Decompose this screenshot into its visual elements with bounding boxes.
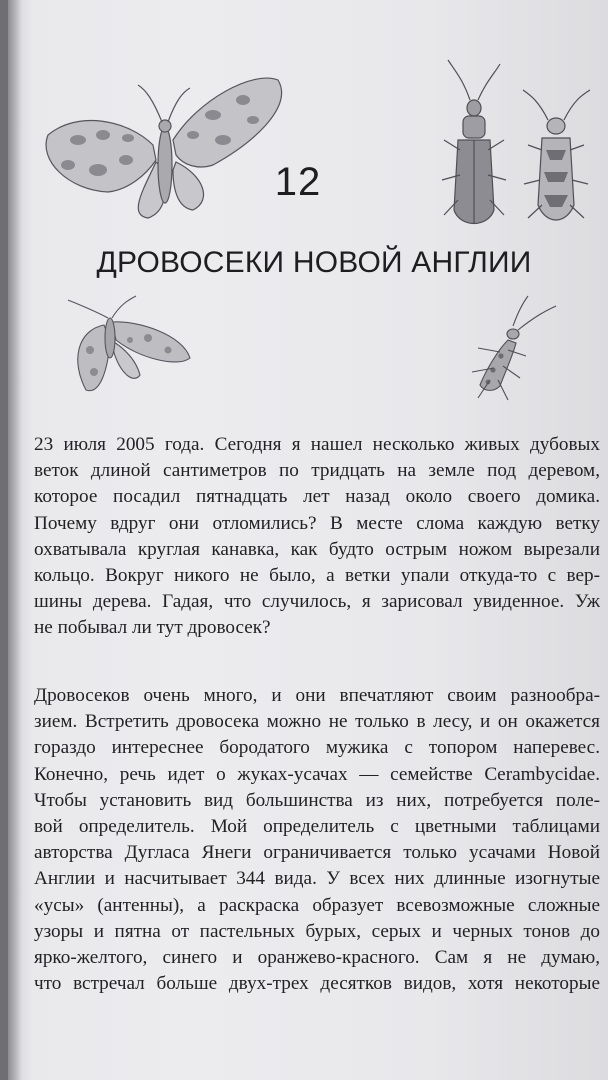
text-line: Англии и насчитывает 344 вида. У всех них длинные изогнутые	[34, 868, 600, 890]
text-line: которое посадил пятнадцать лет назад около своего домика.	[34, 486, 600, 508]
text-line: веток длиной сантиметров по тридцать на земле под деревом,	[34, 460, 600, 482]
text-line: зием. Встретить дровосека можно не только в лесу, и он окажется	[34, 711, 600, 733]
text-line: гораздо интереснее бородатого мужика с топором наперевес.	[34, 737, 600, 759]
book-page	[8, 0, 608, 1080]
text-line: не побывал ли тут дровосек?	[34, 617, 271, 639]
text-line: что встречал больше двух-трех десятков видов, хотя некоторые	[34, 973, 600, 995]
text-line: 23 июля 2005 года. Сегодня я нашел несколько живых дубовых	[34, 434, 600, 455]
text-line: Почему вдруг они отломились? В месте слома каждую ветку	[34, 512, 600, 534]
moth-small-illustration	[68, 296, 190, 391]
text-line: узоры и пятна от пастельных бурых, серых и черных тонов до	[34, 920, 600, 942]
insect-illustrations	[8, 0, 608, 420]
chapter-header	[8, 0, 608, 420]
text-line: Чтобы установить вид большинства из них, потребуется поле-	[34, 789, 600, 811]
small-beetle-illustration	[472, 296, 556, 400]
text-line: ярко-желтого, синего и оранжево-красного. Сам я не думаю,	[34, 947, 600, 969]
text-line: Дровосеков очень много, и они впечатляют своим разнообра-	[34, 685, 600, 706]
text-line: авторства Дугласа Янеги ограничивается только усачами Новой	[34, 842, 600, 864]
text-line: вой определитель. Мой определитель с цветными таблицами	[34, 816, 600, 838]
text-line: охватывала круглая канавка, как будто острым ножом вырезали	[34, 538, 600, 560]
text-line: «усы» (антенны), а раскраска образует всевозможные сложные	[34, 894, 600, 916]
paragraph-1	[34, 432, 600, 642]
chapter-number: 12	[274, 160, 322, 204]
text-line: кольцо. Вокруг никого не было, а ветки упали откуда-то с вер-	[34, 565, 600, 587]
paragraph-2	[34, 683, 600, 997]
chapter-title: ДРОВОСЕКИ НОВОЙ АНГЛИИ	[96, 246, 532, 279]
text-line: Конечно, речь идет о жуках-усачах — семействе Cerambycidae.	[34, 763, 600, 785]
text-line: шины дерева. Гадая, что случилось, я зарисовал увиденное. Уж	[34, 591, 600, 613]
